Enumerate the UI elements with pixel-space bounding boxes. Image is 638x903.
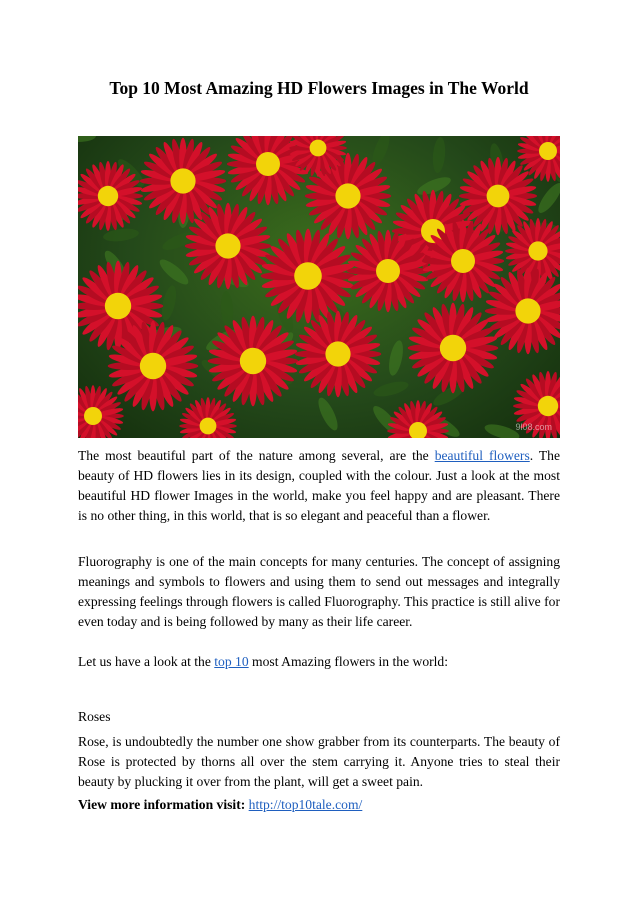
section-heading-roses: Roses: [78, 709, 111, 724]
leaf-shape: [386, 339, 405, 377]
leaf-shape: [535, 180, 560, 216]
fluorography-paragraph: Fluorography is one of the main concepts for many centuries. The concept of assigning meanings and symbols to flowers and using them to send out messages and integrally expressing feelings through flowers is called Fluorography. This practice is still alive for even today and is being followed by many as their life career.: [78, 554, 560, 629]
footer-label: View more information visit:: [78, 797, 246, 812]
leaf-shape: [78, 136, 96, 142]
intro-text-start: The most beautiful part of the nature among several, are the: [78, 448, 435, 463]
daisy-flower: [485, 268, 560, 355]
daisy-flower: [295, 311, 382, 398]
leaf-shape: [220, 291, 234, 328]
daisy-flower: [261, 229, 356, 324]
footer-line: [78, 795, 560, 815]
top10-intro-paragraph: [78, 652, 560, 672]
page-title: Top 10 Most Amazing HD Flowers Images in The World: [109, 78, 529, 98]
daisy-flower: [78, 385, 124, 438]
leaf-shape: [156, 256, 191, 288]
leaf-shape: [431, 137, 446, 174]
intro-paragraph: [78, 446, 560, 526]
leaf-shape: [372, 379, 410, 400]
daisy-flower: [208, 316, 299, 407]
top-10-link[interactable]: top 10: [214, 654, 249, 669]
intro-text-end: . The beauty of HD flowers lies in its design, coupled with the colour. Just a look at the most beautiful HD flower Images in the world, make you feel happy and are pleasant. There is no other thing, in this world, that is so elegant and peaceful than a flower.: [78, 448, 561, 523]
flower-illustration: [78, 136, 560, 438]
beautiful-flowers-link[interactable]: beautiful flowers: [434, 448, 530, 463]
daisy-flower: [179, 397, 237, 438]
roses-paragraph: Rose, is undoubtedly the number one show grabber from its counterparts. The beauty of Rose is protected by thorns all over the stem carrying it. Anyone tries to steal their beauty by plucking it over from the plant, will get a sweet pain.: [78, 734, 560, 789]
footer-url-link[interactable]: http://top10tale.com/: [248, 797, 363, 812]
image-watermark: 9l08.com: [515, 422, 552, 432]
daisy-flower: [387, 400, 449, 438]
flower-image: [78, 136, 560, 438]
daisy-flower: [408, 303, 499, 394]
top10-text-start: Let us have a look at the: [78, 654, 215, 669]
leaf-shape: [160, 228, 198, 253]
top10-text-end: most Amazing flowers in the world:: [248, 654, 449, 669]
leaf-shape: [315, 395, 342, 433]
